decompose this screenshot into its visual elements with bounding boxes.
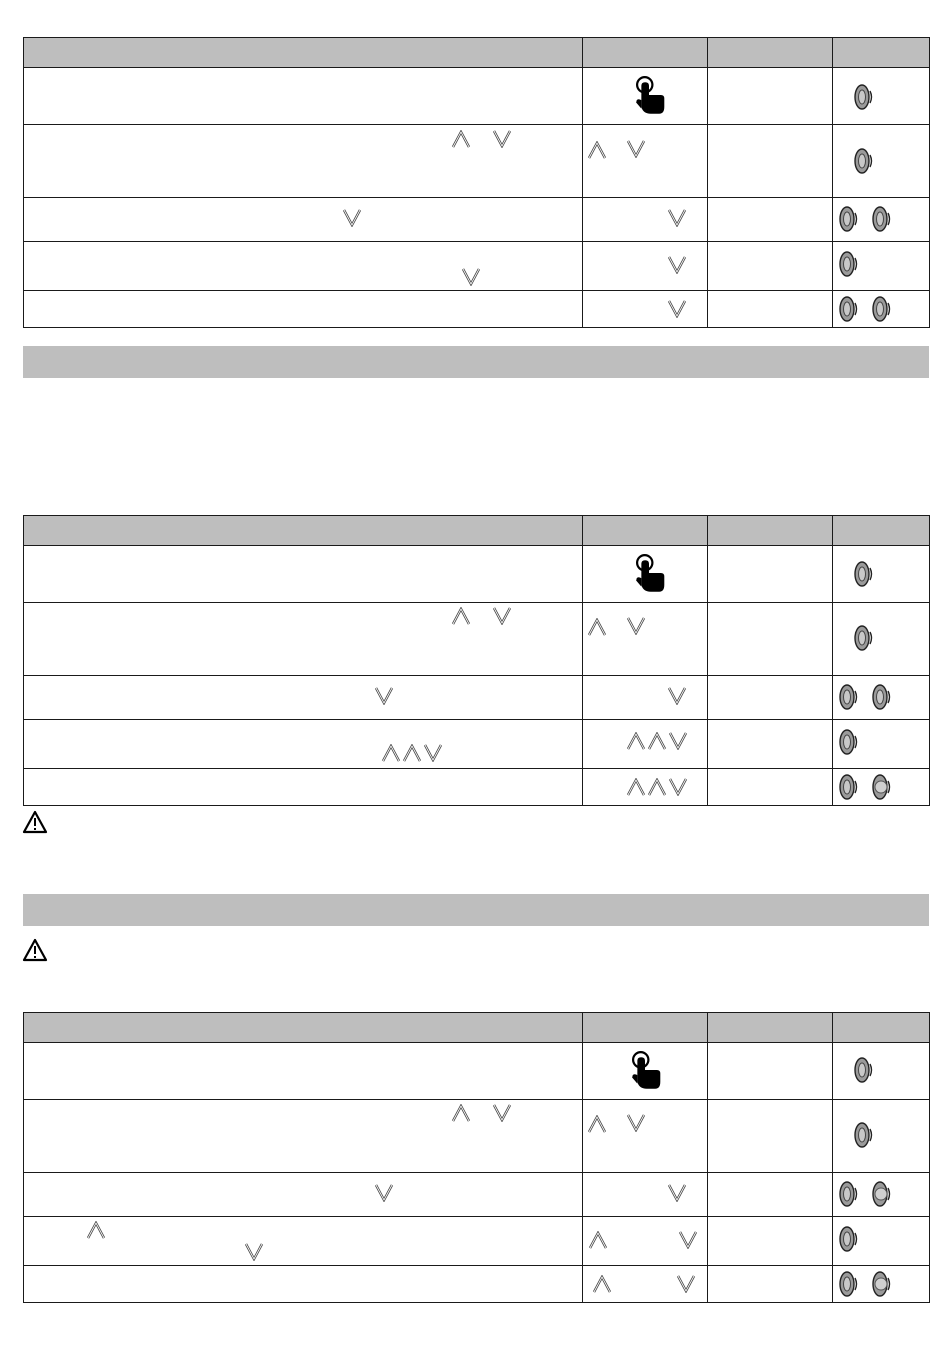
header-sound <box>833 1013 930 1043</box>
row-code <box>583 676 708 720</box>
row-sound <box>833 1043 930 1100</box>
chevron-up-icon <box>626 732 646 750</box>
row-text <box>24 242 583 291</box>
row-text <box>24 546 583 603</box>
row-sound <box>833 68 930 125</box>
table-row <box>24 720 930 769</box>
chevron-up-icon <box>588 1231 608 1249</box>
row-text <box>24 1100 583 1173</box>
table-row <box>24 68 930 125</box>
row-code <box>583 68 708 125</box>
row-code <box>583 1266 708 1303</box>
warning-triangle-icon <box>22 938 48 962</box>
chevron-down-icon <box>667 687 687 705</box>
speaker-beep-icon <box>853 1055 875 1085</box>
header-keys <box>583 38 708 68</box>
row-text <box>24 676 583 720</box>
chevron-down-icon <box>676 1275 696 1293</box>
row-code <box>583 1100 708 1173</box>
row-sound <box>833 198 930 242</box>
row-note <box>708 769 833 806</box>
table-row <box>24 1043 930 1100</box>
chevron-down-icon <box>626 140 646 158</box>
row-text <box>24 720 583 769</box>
touch-hand-icon <box>628 1048 662 1092</box>
chevron-up-icon <box>592 1275 612 1293</box>
row-sound <box>833 125 930 198</box>
row-sound <box>833 242 930 291</box>
row-note <box>708 1100 833 1173</box>
table-header-row <box>24 516 930 546</box>
chevron-up-icon <box>86 1221 106 1239</box>
chevron-down-icon <box>667 256 687 274</box>
row-text <box>24 1043 583 1100</box>
row-code <box>583 1173 708 1217</box>
row-code <box>583 1217 708 1266</box>
header-result <box>708 1013 833 1043</box>
chevron-up-icon <box>451 130 471 148</box>
speaker-beep-icon <box>853 146 875 176</box>
touch-hand-icon <box>632 73 666 117</box>
chevron-down-icon <box>423 744 443 762</box>
speaker-beep-icon <box>853 559 875 589</box>
table-row <box>24 198 930 242</box>
chevron-down-icon <box>374 687 394 705</box>
row-sound <box>833 603 930 676</box>
chevron-down-icon <box>668 732 688 750</box>
row-code <box>583 242 708 291</box>
table-row <box>24 603 930 676</box>
row-sound <box>833 1217 930 1266</box>
chevron-down-icon <box>342 209 362 227</box>
row-note <box>708 676 833 720</box>
header-keys <box>583 516 708 546</box>
chevron-up-icon <box>451 1104 471 1122</box>
row-text <box>24 603 583 676</box>
speaker-beep-icon <box>853 1120 875 1150</box>
row-code <box>583 125 708 198</box>
table-row <box>24 125 930 198</box>
chevron-down-icon <box>667 1184 687 1202</box>
row-note <box>708 603 833 676</box>
chevron-down-icon <box>492 607 512 625</box>
chevron-up-icon <box>451 607 471 625</box>
chevron-up-icon <box>626 778 646 796</box>
header-step <box>24 516 583 546</box>
table-row <box>24 1217 930 1266</box>
speaker-beep-icon <box>871 682 893 712</box>
row-note <box>708 1266 833 1303</box>
row-note <box>708 1043 833 1100</box>
chevron-down-icon <box>374 1184 394 1202</box>
row-note <box>708 68 833 125</box>
row-text <box>24 125 583 198</box>
row-note <box>708 242 833 291</box>
row-sound <box>833 676 930 720</box>
chevron-up-icon <box>587 1115 607 1133</box>
row-sound <box>833 720 930 769</box>
table-row <box>24 1100 930 1173</box>
row-note <box>708 1217 833 1266</box>
row-text <box>24 1173 583 1217</box>
row-code <box>583 603 708 676</box>
speaker-beep-icon <box>838 1269 860 1299</box>
row-text <box>24 198 583 242</box>
chevron-down-icon <box>492 1104 512 1122</box>
row-note <box>708 1173 833 1217</box>
chevron-down-icon <box>492 130 512 148</box>
chevron-up-icon <box>402 744 422 762</box>
speaker-beep-icon <box>838 1224 860 1254</box>
touch-hand-icon <box>632 551 666 595</box>
speaker-beep-icon <box>871 204 893 234</box>
speaker-beep-icon <box>838 727 860 757</box>
row-code <box>583 1043 708 1100</box>
speaker-beep-icon <box>871 294 893 324</box>
row-text <box>24 769 583 806</box>
speaker-beep-icon <box>838 294 860 324</box>
header-sound <box>833 516 930 546</box>
row-code <box>583 769 708 806</box>
row-sound <box>833 769 930 806</box>
warning-triangle-icon <box>22 810 48 834</box>
table-header-row <box>24 38 930 68</box>
header-step <box>24 38 583 68</box>
row-note <box>708 291 833 328</box>
chevron-down-icon <box>461 268 481 286</box>
chevron-up-icon <box>587 141 607 159</box>
chevron-up-icon <box>647 778 667 796</box>
row-note <box>708 720 833 769</box>
speaker-beep-icon <box>838 249 860 279</box>
row-note <box>708 125 833 198</box>
row-code <box>583 720 708 769</box>
section-band-3 <box>23 894 929 926</box>
chevron-down-icon <box>626 1114 646 1132</box>
table-row <box>24 242 930 291</box>
row-code <box>583 198 708 242</box>
procedure-table-1 <box>23 37 930 328</box>
speaker-off-icon <box>871 1269 893 1299</box>
header-sound <box>833 38 930 68</box>
chevron-up-icon <box>381 744 401 762</box>
row-sound <box>833 1266 930 1303</box>
chevron-down-icon <box>668 778 688 796</box>
chevron-up-icon <box>647 732 667 750</box>
table-row <box>24 291 930 328</box>
chevron-down-icon <box>667 300 687 318</box>
procedure-table-3 <box>23 1012 930 1303</box>
speaker-beep-icon <box>853 82 875 112</box>
table-row <box>24 1173 930 1217</box>
speaker-beep-icon <box>853 623 875 653</box>
table-header-row <box>24 1013 930 1043</box>
row-sound <box>833 291 930 328</box>
header-result <box>708 516 833 546</box>
chevron-down-icon <box>244 1243 264 1261</box>
row-note <box>708 198 833 242</box>
row-text <box>24 68 583 125</box>
row-note <box>708 546 833 603</box>
row-code <box>583 546 708 603</box>
row-sound <box>833 1173 930 1217</box>
row-code <box>583 291 708 328</box>
procedure-table-2 <box>23 515 930 806</box>
table-row <box>24 546 930 603</box>
row-text <box>24 291 583 328</box>
chevron-up-icon <box>587 618 607 636</box>
header-step <box>24 1013 583 1043</box>
row-sound <box>833 546 930 603</box>
speaker-off-icon <box>871 1179 893 1209</box>
header-result <box>708 38 833 68</box>
section-band-2 <box>23 346 929 378</box>
speaker-beep-icon <box>838 682 860 712</box>
table-row <box>24 769 930 806</box>
chevron-down-icon <box>678 1231 698 1249</box>
speaker-beep-icon <box>838 1179 860 1209</box>
table-row <box>24 1266 930 1303</box>
table-row <box>24 676 930 720</box>
speaker-beep-icon <box>838 772 860 802</box>
chevron-down-icon <box>626 617 646 635</box>
speaker-off-icon <box>871 772 893 802</box>
row-sound <box>833 1100 930 1173</box>
speaker-beep-icon <box>838 204 860 234</box>
chevron-down-icon <box>667 209 687 227</box>
header-keys <box>583 1013 708 1043</box>
row-text <box>24 1266 583 1303</box>
row-text <box>24 1217 583 1266</box>
